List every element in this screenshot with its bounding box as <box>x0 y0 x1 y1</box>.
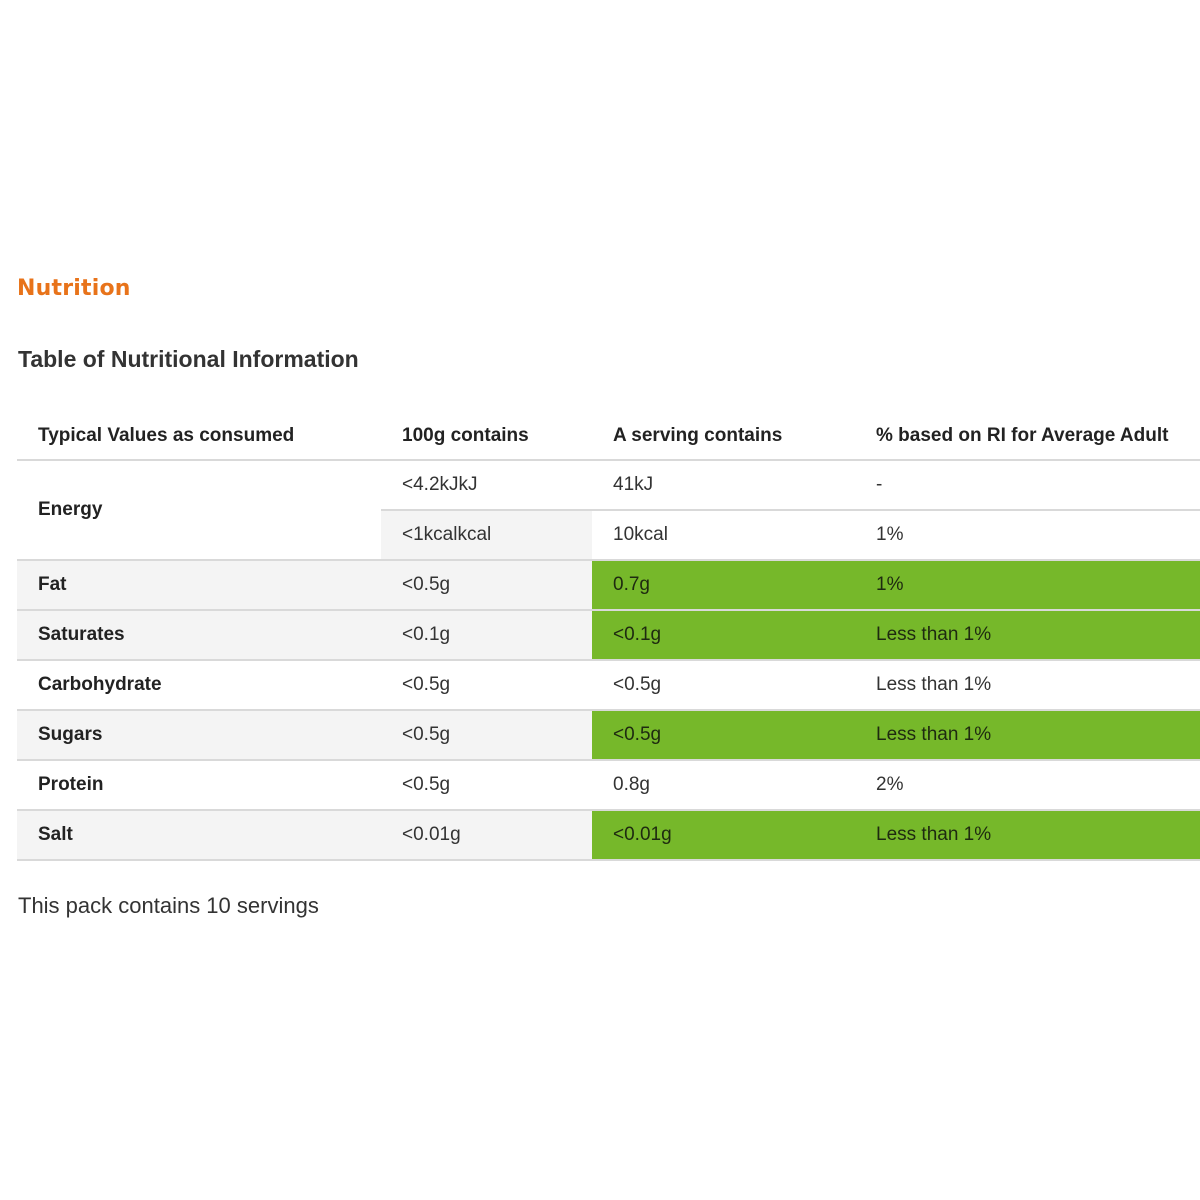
row-label-salt: Salt <box>17 810 381 860</box>
sugars-per100g: <0.5g <box>381 710 592 760</box>
salt-ri: Less than 1% <box>855 810 1200 860</box>
sugars-serving: <0.5g <box>592 710 855 760</box>
row-label-fat: Fat <box>17 560 381 610</box>
table-header-row <box>17 412 1200 460</box>
table-row-carbohydrate <box>17 660 1200 710</box>
section-title: Nutrition <box>17 276 131 301</box>
table-row-salt <box>17 810 1200 860</box>
fat-ri: 1% <box>855 560 1200 610</box>
table-row-energy-kj <box>17 460 1200 510</box>
energy-kcal-serving: 10kcal <box>592 510 855 560</box>
header-typical-values: Typical Values as consumed <box>17 412 381 460</box>
carbohydrate-ri: Less than 1% <box>855 660 1200 710</box>
saturates-serving: <0.1g <box>592 610 855 660</box>
table-title: Table of Nutritional Information <box>18 346 359 372</box>
table-row-fat <box>17 560 1200 610</box>
nutrition-table <box>17 412 1200 861</box>
table-row-protein <box>17 760 1200 810</box>
salt-per100g: <0.01g <box>381 810 592 860</box>
row-label-energy: Energy <box>17 460 381 560</box>
servings-note: This pack contains 10 servings <box>18 893 319 918</box>
table-row-sugars <box>17 710 1200 760</box>
row-label-protein: Protein <box>17 760 381 810</box>
energy-kj-per100g: <4.2kJkJ <box>381 460 592 510</box>
energy-kj-serving: 41kJ <box>592 460 855 510</box>
header-serving: A serving contains <box>592 412 855 460</box>
sugars-ri: Less than 1% <box>855 710 1200 760</box>
energy-kcal-ri: 1% <box>855 510 1200 560</box>
protein-serving: 0.8g <box>592 760 855 810</box>
saturates-per100g: <0.1g <box>381 610 592 660</box>
header-ri-percent: % based on RI for Average Adult <box>855 412 1200 460</box>
row-label-carbohydrate: Carbohydrate <box>17 660 381 710</box>
carbohydrate-serving: <0.5g <box>592 660 855 710</box>
energy-kcal-per100g: <1kcalkcal <box>381 510 592 560</box>
energy-kj-ri: - <box>855 460 1200 510</box>
row-label-saturates: Saturates <box>17 610 381 660</box>
salt-serving: <0.01g <box>592 810 855 860</box>
row-label-sugars: Sugars <box>17 710 381 760</box>
fat-serving: 0.7g <box>592 560 855 610</box>
saturates-ri: Less than 1% <box>855 610 1200 660</box>
table-row-saturates <box>17 610 1200 660</box>
fat-per100g: <0.5g <box>381 560 592 610</box>
protein-per100g: <0.5g <box>381 760 592 810</box>
header-100g: 100g contains <box>381 412 592 460</box>
nutrition-table-container <box>17 412 1200 861</box>
carbohydrate-per100g: <0.5g <box>381 660 592 710</box>
protein-ri: 2% <box>855 760 1200 810</box>
